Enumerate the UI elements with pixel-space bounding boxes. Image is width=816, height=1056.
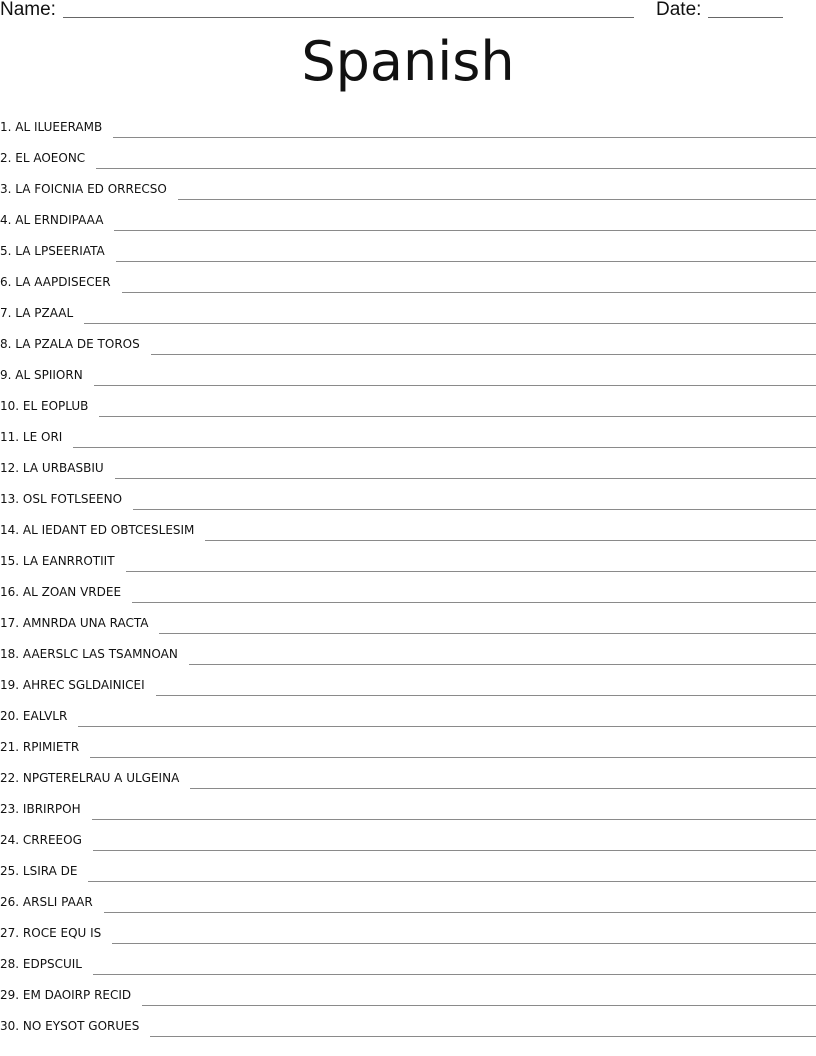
answer-line[interactable] <box>104 912 816 913</box>
list-item <box>0 357 816 388</box>
date-field-line[interactable] <box>708 17 783 18</box>
list-item <box>0 512 816 543</box>
clue-list <box>0 109 816 1039</box>
scrambled-word: LA PZALA DE TOROS <box>15 337 140 351</box>
answer-line[interactable] <box>151 354 816 355</box>
clue-text <box>0 988 131 1006</box>
answer-line[interactable] <box>142 1005 816 1006</box>
answer-line[interactable] <box>126 571 816 572</box>
name-label: Name: <box>0 0 56 20</box>
clue-text <box>0 120 102 138</box>
clue-number: 8 . <box>0 337 15 351</box>
clue-text <box>0 864 77 882</box>
page-title: Spanish <box>301 30 515 93</box>
list-item <box>0 202 816 233</box>
scrambled-word: LA EANRROTIIT <box>22 554 115 568</box>
answer-line[interactable] <box>132 602 816 603</box>
clue-text <box>0 740 79 758</box>
answer-line[interactable] <box>88 881 816 882</box>
list-item <box>0 698 816 729</box>
clue-number: 14 . <box>0 523 23 537</box>
list-item <box>0 574 816 605</box>
clue-text <box>0 461 104 479</box>
list-item <box>0 791 816 822</box>
clue-number: 4 . <box>0 213 15 227</box>
clue-text <box>0 771 179 789</box>
list-item <box>0 729 816 760</box>
scrambled-word: ROCE EQU IS <box>22 926 102 940</box>
clue-number: 24 . <box>0 833 23 847</box>
clue-number: 1 . <box>0 120 15 134</box>
list-item <box>0 1008 816 1039</box>
answer-line[interactable] <box>93 850 816 851</box>
answer-line[interactable] <box>90 757 816 758</box>
list-item <box>0 450 816 481</box>
clue-number: 29 . <box>0 988 23 1002</box>
list-item <box>0 481 816 512</box>
clue-number: 15 . <box>0 554 23 568</box>
clue-number: 19 . <box>0 678 23 692</box>
scrambled-word: LE ORI <box>22 430 63 444</box>
answer-line[interactable] <box>156 695 816 696</box>
clue-number: 12 . <box>0 461 23 475</box>
clue-number: 16 . <box>0 585 23 599</box>
scrambled-word: EDPSCUIL <box>22 957 82 971</box>
list-item <box>0 109 816 140</box>
answer-line[interactable] <box>84 323 816 324</box>
answer-line[interactable] <box>94 385 816 386</box>
list-item <box>0 140 816 171</box>
name-field-line[interactable] <box>63 17 634 18</box>
scrambled-word: LSIRA DE <box>22 864 78 878</box>
answer-line[interactable] <box>112 943 816 944</box>
clue-number: 18 . <box>0 647 23 661</box>
list-item <box>0 946 816 977</box>
scrambled-word: LA AAPDISECER <box>15 275 111 289</box>
scrambled-word: AAERSLC LAS TSAMNOAN <box>22 647 178 661</box>
clue-number: 6 . <box>0 275 15 289</box>
clue-text <box>0 306 73 324</box>
answer-line[interactable] <box>99 416 816 417</box>
scrambled-word: AMNRDA UNA RACTA <box>22 616 149 630</box>
answer-line[interactable] <box>114 230 816 231</box>
clue-number: 7 . <box>0 306 15 320</box>
worksheet-header <box>0 0 816 26</box>
clue-number: 21 . <box>0 740 23 754</box>
list-item <box>0 822 816 853</box>
clue-text <box>0 802 81 820</box>
scrambled-word: EL EOPLUB <box>22 399 89 413</box>
clue-number: 5 . <box>0 244 15 258</box>
list-item <box>0 760 816 791</box>
answer-line[interactable] <box>116 261 816 262</box>
scrambled-word: NO EYSOT GORUES <box>22 1019 140 1033</box>
list-item <box>0 636 816 667</box>
clue-text <box>0 182 167 200</box>
clue-text <box>0 151 85 169</box>
clue-text <box>0 616 148 634</box>
date-label: Date: <box>656 0 702 20</box>
scrambled-word: LA LPSEERIATA <box>15 244 105 258</box>
answer-line[interactable] <box>92 819 816 820</box>
clue-text <box>0 957 82 975</box>
list-item <box>0 295 816 326</box>
scrambled-word: AL ERNDIPAAA <box>15 213 104 227</box>
scrambled-word: ARSLI PAAR <box>22 895 93 909</box>
clue-text <box>0 213 103 231</box>
answer-line[interactable] <box>178 199 816 200</box>
scrambled-word: AHREC SGLDAINICEI <box>22 678 145 692</box>
answer-line[interactable] <box>189 664 816 665</box>
list-item <box>0 605 816 636</box>
answer-line[interactable] <box>205 540 816 541</box>
list-item <box>0 853 816 884</box>
list-item <box>0 977 816 1008</box>
scrambled-word: AL SPIIORN <box>15 368 83 382</box>
clue-number: 11 . <box>0 430 23 444</box>
clue-text <box>0 554 115 572</box>
clue-text <box>0 399 88 417</box>
list-item <box>0 419 816 450</box>
clue-number: 10 . <box>0 399 23 413</box>
clue-text <box>0 1019 139 1037</box>
list-item <box>0 543 816 574</box>
clue-number: 30 . <box>0 1019 23 1033</box>
answer-line[interactable] <box>96 168 816 169</box>
clue-text <box>0 368 83 386</box>
clue-number: 28 . <box>0 957 23 971</box>
scrambled-word: EM DAOIRP RECID <box>22 988 132 1002</box>
list-item <box>0 233 816 264</box>
clue-number: 26 . <box>0 895 23 909</box>
scrambled-word: LA URBASBIU <box>22 461 104 475</box>
answer-line[interactable] <box>113 137 816 138</box>
answer-line[interactable] <box>133 509 816 510</box>
scrambled-word: NPGTERELRAU A ULGEINA <box>22 771 180 785</box>
scrambled-word: EL AOEONC <box>15 151 86 165</box>
scrambled-word: LA PZAAL <box>15 306 74 320</box>
clue-text <box>0 492 122 510</box>
scrambled-word: AL ILUEERAMB <box>15 120 103 134</box>
clue-text <box>0 244 105 262</box>
list-item <box>0 884 816 915</box>
clue-text <box>0 678 145 696</box>
scrambled-word: AL IEDANT ED OBTCESLESIM <box>22 523 195 537</box>
clue-text <box>0 275 111 293</box>
clue-text <box>0 647 178 665</box>
clue-number: 20 . <box>0 709 23 723</box>
answer-line[interactable] <box>122 292 816 293</box>
answer-line[interactable] <box>159 633 816 634</box>
clue-text <box>0 895 93 913</box>
clue-text <box>0 833 82 851</box>
scrambled-word: IBRIRPOH <box>22 802 81 816</box>
scrambled-word: CRREEOG <box>22 833 82 847</box>
answer-line[interactable] <box>190 788 816 789</box>
clue-text <box>0 337 140 355</box>
answer-line[interactable] <box>93 974 816 975</box>
clue-number: 17 . <box>0 616 23 630</box>
list-item <box>0 171 816 202</box>
answer-line[interactable] <box>115 478 816 479</box>
scrambled-word: OSL FOTLSEENO <box>22 492 123 506</box>
clue-number: 13 . <box>0 492 23 506</box>
clue-text <box>0 926 101 944</box>
list-item <box>0 388 816 419</box>
list-item <box>0 667 816 698</box>
scrambled-word: EALVLR <box>22 709 68 723</box>
clue-number: 2 . <box>0 151 15 165</box>
scrambled-word: AL ZOAN VRDEE <box>22 585 122 599</box>
list-item <box>0 915 816 946</box>
answer-line[interactable] <box>78 726 816 727</box>
clue-text <box>0 430 62 448</box>
clue-number: 9 . <box>0 368 15 382</box>
clue-number: 22 . <box>0 771 23 785</box>
clue-number: 25 . <box>0 864 23 878</box>
list-item <box>0 326 816 357</box>
clue-number: 3 . <box>0 182 15 196</box>
clue-number: 23 . <box>0 802 23 816</box>
clue-text <box>0 585 121 603</box>
clue-number: 27 . <box>0 926 23 940</box>
scrambled-word: LA FOICNIA ED ORRECSO <box>15 182 167 196</box>
list-item <box>0 264 816 295</box>
answer-line[interactable] <box>150 1036 816 1037</box>
clue-text <box>0 709 67 727</box>
scrambled-word: RPIMIETR <box>22 740 80 754</box>
clue-text <box>0 523 194 541</box>
answer-line[interactable] <box>73 447 816 448</box>
